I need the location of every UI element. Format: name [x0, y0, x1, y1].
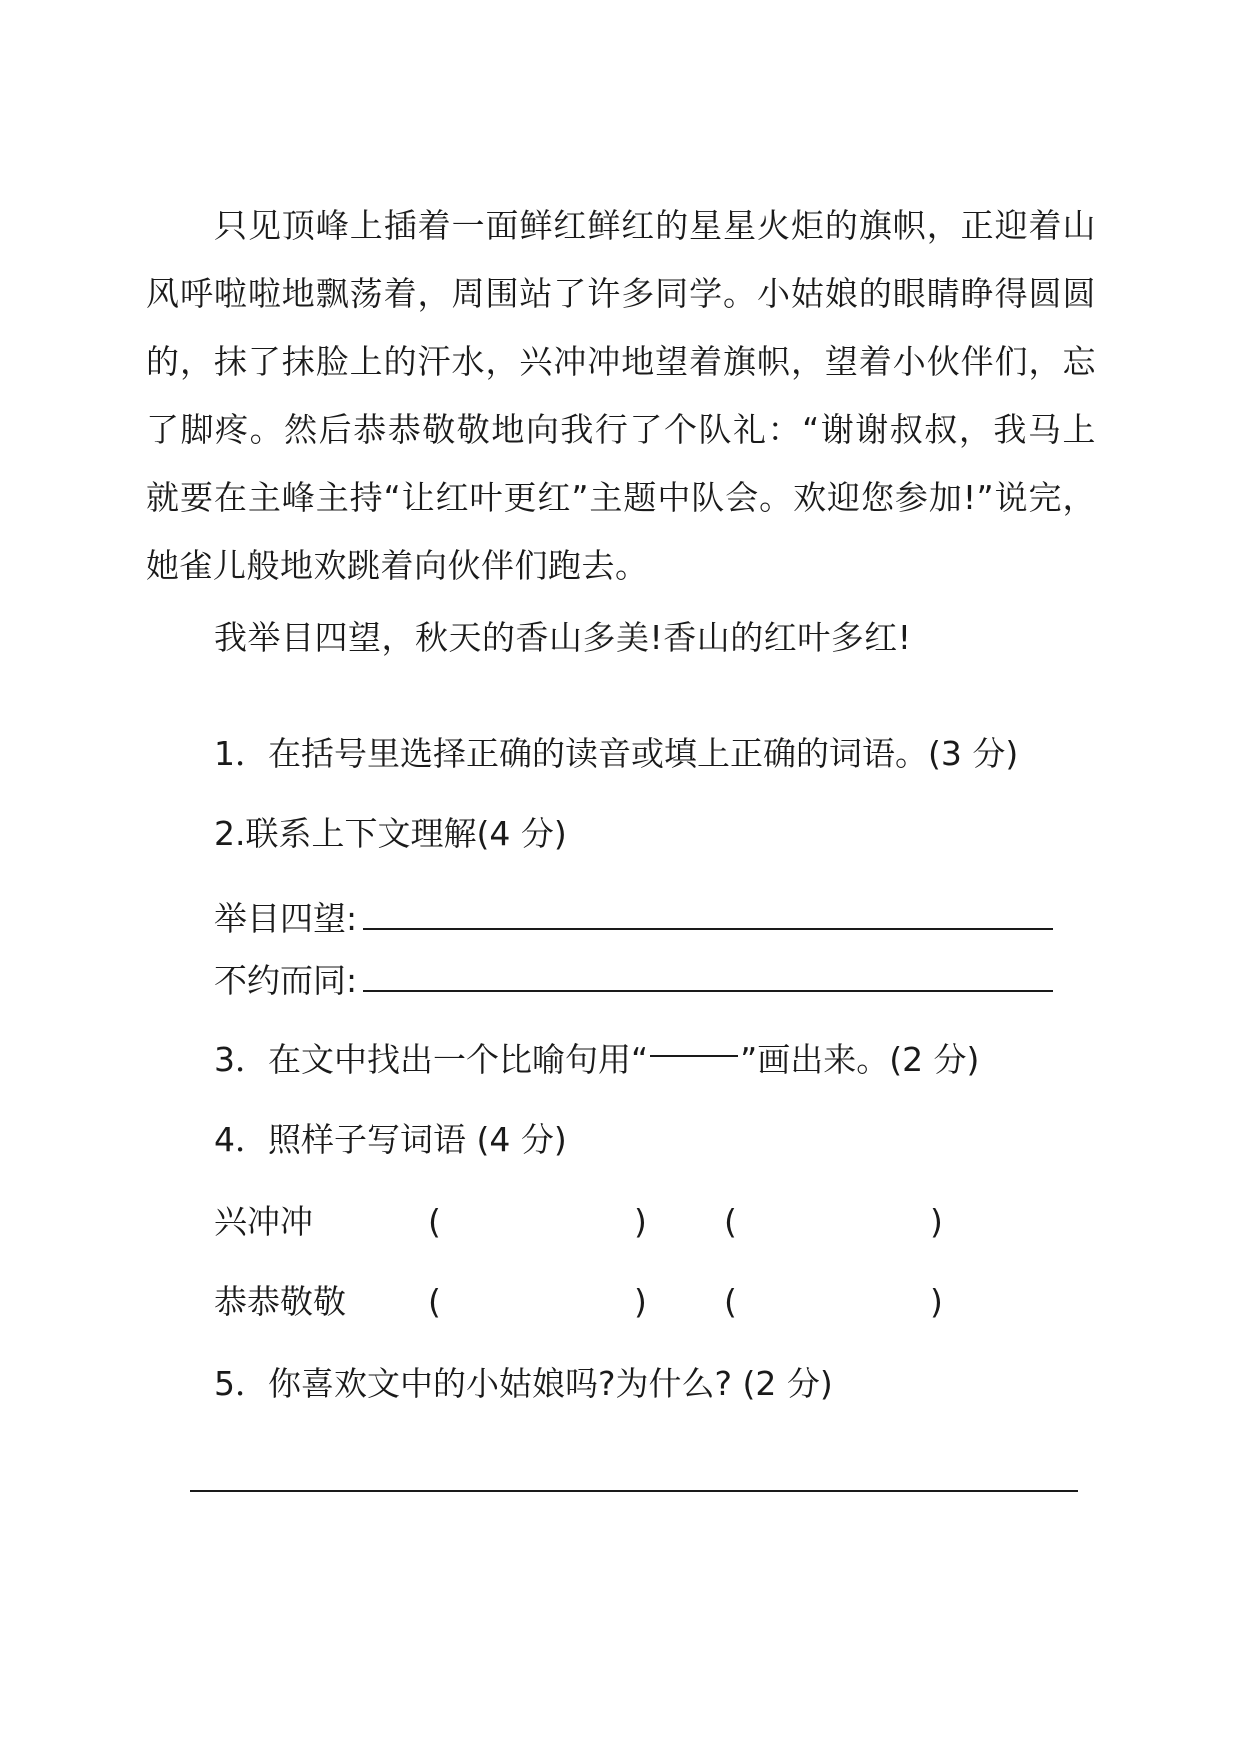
paren-close: ) — [930, 1202, 943, 1241]
paren-open[interactable]: ( — [724, 1282, 737, 1321]
term-label-2: 不约而同: — [214, 961, 358, 1000]
question-2: 2.联系上下文理解(4 分) — [214, 814, 567, 853]
word-pattern-row-1 — [214, 1202, 974, 1242]
paren-open[interactable]: ( — [724, 1202, 737, 1241]
paren-open[interactable]: ( — [428, 1282, 441, 1321]
passage-paragraph-1: 只见顶峰上插着一面鲜红鲜红的星星火炬的旗帜，正迎着山风呼啦啦地飘荡着，周围站了许多同学。小姑娘的眼睛睁得圆圆的，抹了抹脸上的汗水，兴冲冲地望着旗帜，望着小伙伴们，忘了脚疼。然后恭恭敬敬地向我行了个队礼：“谢谢叔叔，我马上就要在主峰主持“让红叶更红”主题中队会。欢迎您参加!”说完，她雀儿般地欢跳着向伙伴们跑去。 — [146, 206, 1096, 585]
passage-paragraph-2: 我举目四望，秋天的香山多美!香山的红叶多红! — [214, 618, 912, 657]
reading-passage — [146, 192, 1096, 672]
question-2-item-1 — [214, 898, 1053, 939]
question-1: 1．在括号里选择正确的读音或填上正确的词语。(3 分) — [214, 734, 1019, 773]
example-word-2: 恭恭敬敬 — [214, 1282, 346, 1321]
answer-blank-2[interactable] — [363, 960, 1053, 992]
example-word-1: 兴冲冲 — [214, 1202, 313, 1241]
question-3-text-end: ”画出来。(2 分) — [740, 1040, 980, 1079]
paren-close: ) — [634, 1202, 647, 1241]
question-3 — [214, 1040, 979, 1080]
question-5: 5．你喜欢文中的小姑娘吗?为什么? (2 分) — [214, 1364, 833, 1403]
question-2-item-2 — [214, 960, 1053, 1001]
paren-close: ) — [930, 1282, 943, 1321]
question-3-text-start: 3．在文中找出一个比喻句用“ — [214, 1040, 649, 1079]
word-pattern-row-2 — [214, 1282, 974, 1322]
paren-open[interactable]: ( — [428, 1202, 441, 1241]
paren-close: ) — [634, 1282, 647, 1321]
underline-mark — [650, 1055, 738, 1057]
answer-blank-1[interactable] — [363, 898, 1053, 930]
term-label-1: 举目四望: — [214, 899, 358, 938]
question-4: 4．照样子写词语 (4 分) — [214, 1120, 567, 1159]
answer-line[interactable] — [190, 1490, 1078, 1492]
